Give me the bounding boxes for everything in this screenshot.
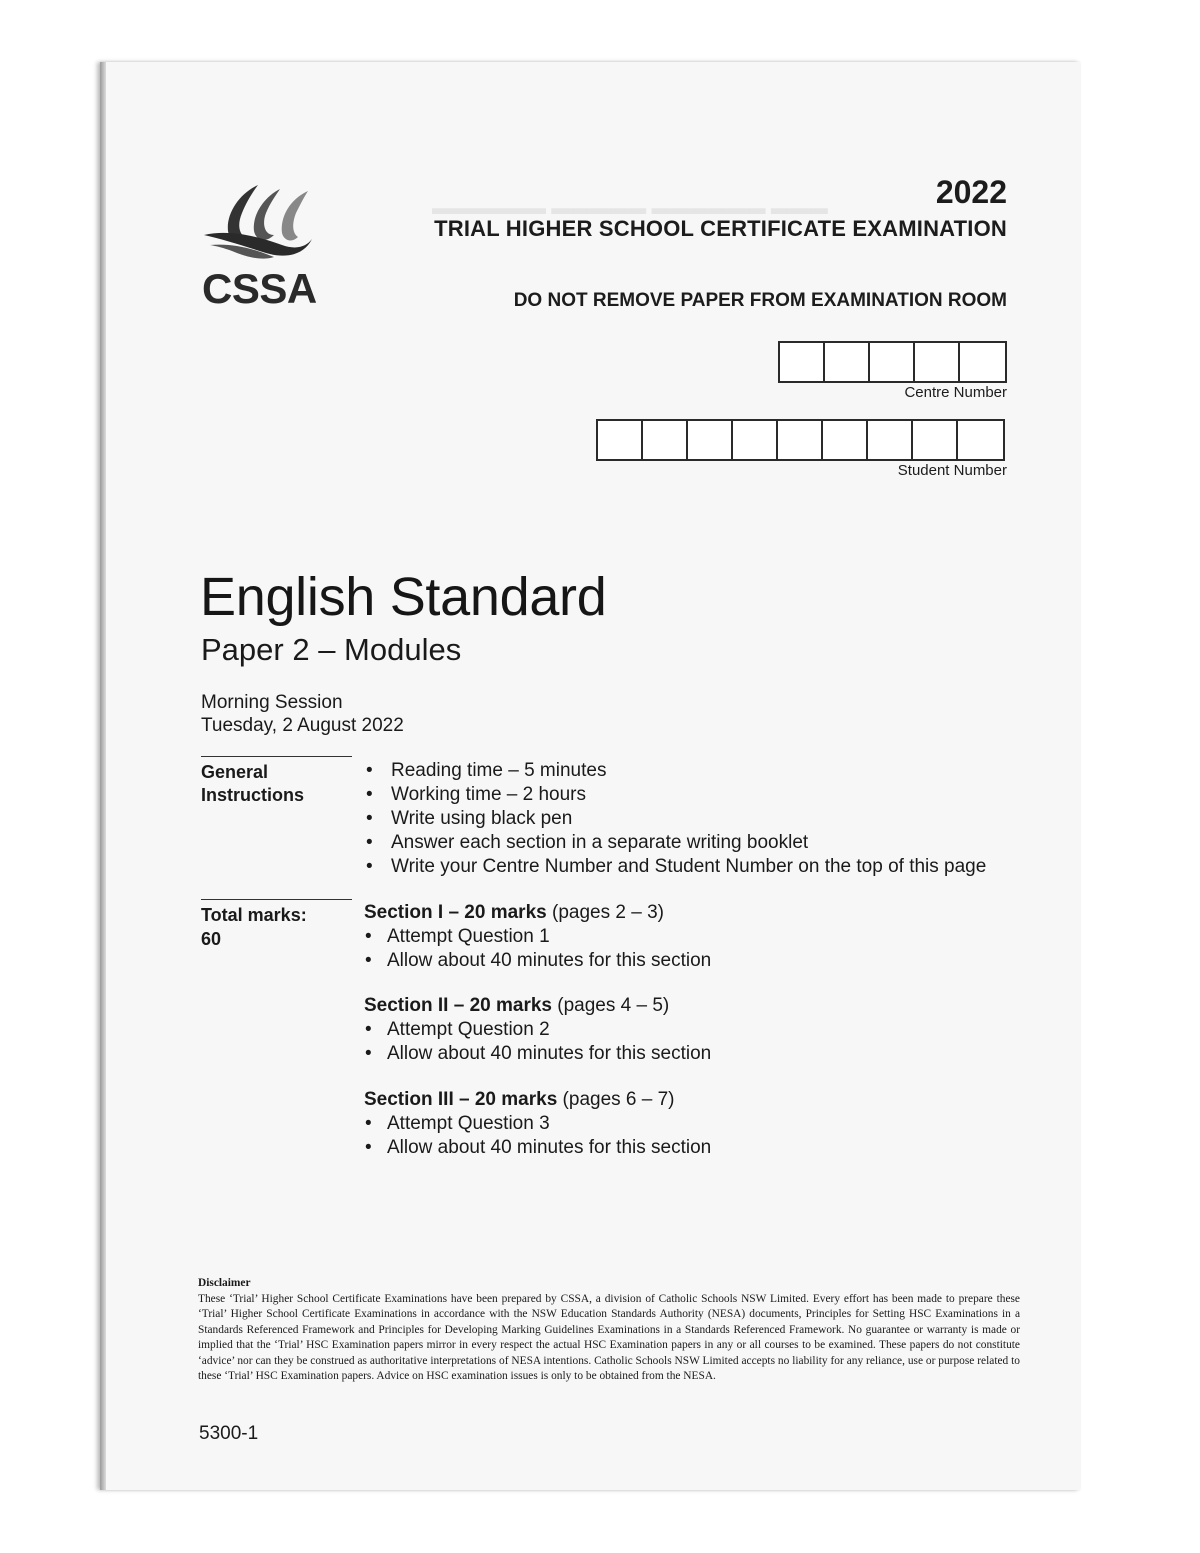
session-info [201, 691, 404, 737]
disclaimer-text: These ‘Trial’ Higher School Certificate Examinations have been prepared by CSSA, a division of Catholic Schools NSW Limited. Every effort has been made to prepare these ‘Trial’ Higher School Certificate Examinations in accordance with the NSW Education Standards Authority (NESA) documents, Principles for Setting HSC Examinations in a Standards Referenced Framework and Principles for Developing Marking Guidelines Examinations in a Standards Referenced Framework. No guarantee or warranty is made or implied that the ‘Trial’ HSC Examination papers mirror in every respect the actual HSC Examination papers in any or all courses to be examined. These papers do not constitute ‘advice’ nor can they be construed as authoritative interpretations of NESA intentions. Catholic Schools NSW Limited accepts no liability for any reliance, use or purpose related to these ‘Trial’ HSC Examination papers. Advice on HSC examination issues is only to be obtained from the NESA. [198, 1292, 1020, 1382]
student-number-cell[interactable] [823, 421, 868, 459]
centre-number-cell[interactable] [915, 343, 960, 381]
section-1 [364, 901, 711, 973]
student-number-cell[interactable] [913, 421, 958, 459]
section-pages: (pages 4 – 5) [557, 995, 670, 1016]
instruction-item: • Write using black pen [366, 807, 986, 831]
centre-number-cell[interactable] [870, 343, 915, 381]
general-instructions-label-line: General [201, 762, 269, 782]
student-number-cell[interactable] [868, 421, 913, 459]
paper-subtitle: Paper 2 – Modules [201, 632, 462, 667]
room-notice: DO NOT REMOVE PAPER FROM EXAMINATION ROOM [513, 290, 1007, 311]
section-title: Section III – 20 marks [364, 1089, 558, 1110]
student-number-cell[interactable] [643, 421, 688, 459]
section-3 [364, 1088, 711, 1160]
centre-number-boxes[interactable] [778, 341, 1007, 383]
section-heading [364, 1088, 711, 1112]
instruction-item: • Write your Centre Number and Student Number on the top of this page [366, 855, 986, 879]
session-name: Morning Session [201, 692, 343, 713]
exam-title: TRIAL HIGHER SCHOOL CERTIFICATE EXAMINATION [434, 216, 1007, 241]
centre-number-cell[interactable] [825, 343, 870, 381]
instruction-item: • Reading time – 5 minutes [366, 759, 986, 783]
section-heading [364, 994, 711, 1018]
centre-number-cell[interactable] [780, 343, 825, 381]
section-item: • Allow about 40 minutes for this section [364, 1042, 711, 1066]
disclaimer-heading: Disclaimer [198, 1277, 251, 1289]
cssa-logo-icon [200, 183, 315, 265]
section-item: • Attempt Question 1 [364, 925, 711, 949]
section-title: Section I – 20 marks [364, 902, 547, 923]
paper-code: 5300-1 [199, 1423, 259, 1444]
student-number-cell[interactable] [958, 421, 1003, 459]
total-marks-label: Total marks: [201, 905, 307, 925]
general-instructions-label [201, 761, 304, 807]
total-marks [201, 903, 307, 951]
show-through-text: ▬▬▬ ▬▬▬▬▬▬ ▬▬▬▬▬ ▬▬▬▬▬▬ [432, 198, 828, 219]
section-pages: (pages 2 – 3) [552, 902, 664, 923]
general-instructions-label-line: Instructions [201, 785, 305, 805]
student-number-label: Student Number [897, 462, 1007, 479]
section-pages: (pages 6 – 7) [562, 1089, 675, 1110]
instruction-item: • Answer each section in a separate writing booklet [366, 831, 986, 855]
centre-number-cell[interactable] [960, 343, 1005, 381]
student-number-cell[interactable] [778, 421, 823, 459]
section-title: Section II – 20 marks [364, 995, 552, 1016]
section-item: • Attempt Question 3 [364, 1112, 711, 1136]
section-heading [364, 901, 711, 925]
instruction-item: • Working time – 2 hours [366, 783, 986, 807]
disclaimer [198, 1276, 1020, 1385]
total-marks-value: 60 [201, 929, 222, 949]
exam-year: 2022 [935, 174, 1007, 210]
section-item: • Allow about 40 minutes for this section [364, 1136, 711, 1160]
cssa-logo [200, 183, 317, 312]
section-2 [364, 994, 711, 1066]
student-number-cell[interactable] [688, 421, 733, 459]
subject-title: English Standard [200, 567, 607, 627]
logo-text: CSSA [202, 265, 317, 312]
session-date: Tuesday, 2 August 2022 [201, 715, 404, 736]
student-number-boxes[interactable] [596, 419, 1005, 461]
divider [201, 899, 352, 900]
divider [201, 756, 352, 757]
section-item: • Attempt Question 2 [364, 1018, 711, 1042]
student-number-cell[interactable] [733, 421, 778, 459]
section-item: • Allow about 40 minutes for this section [364, 949, 711, 973]
centre-number-label: Centre Number [904, 384, 1007, 401]
student-number-cell[interactable] [598, 421, 643, 459]
general-instructions-list [366, 759, 986, 879]
